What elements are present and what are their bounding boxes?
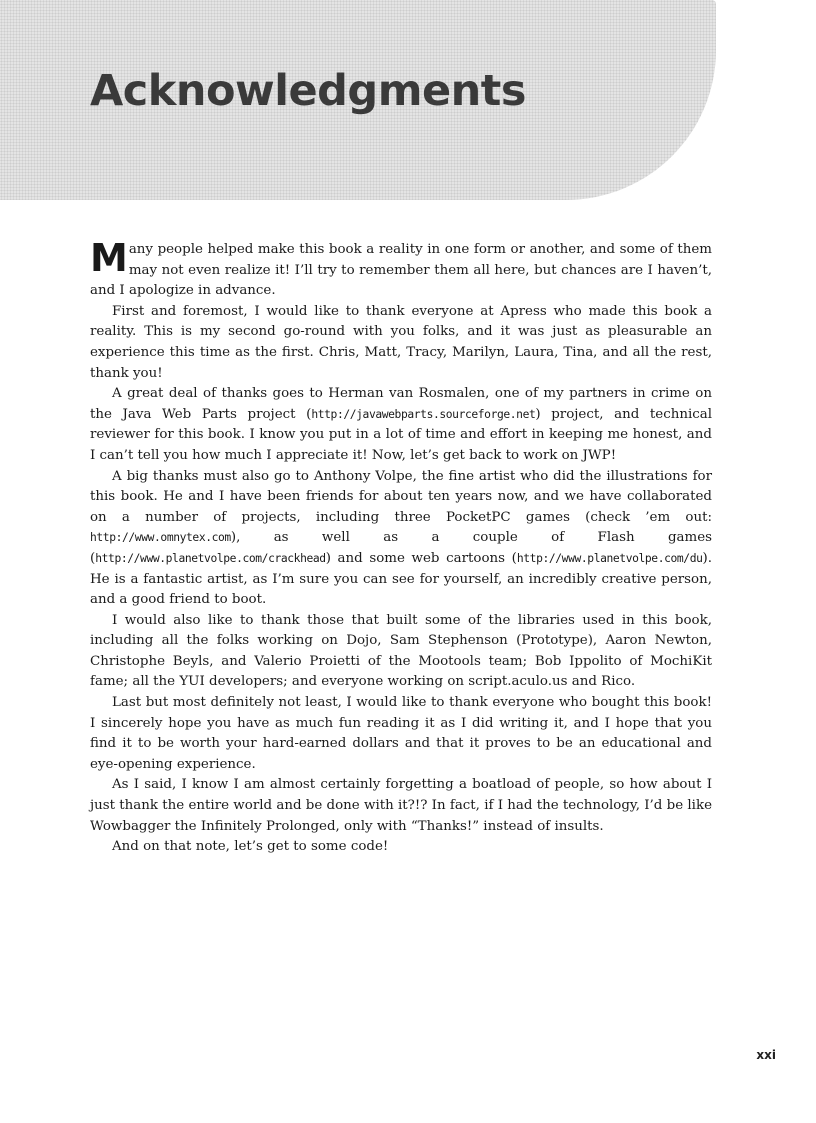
paragraph-5: I would also like to thank those that built some of the libraries used in this book, including all the folks working on Dojo, Sam Stephenson (Prototype), Aaron Newton, Christophe Beyls, and Valerio Proietti of the Mootools team; Bob Ippolito of MochiKit fame; all the YUI developers; and everyone working on script.aculo.us and Rico.	[90, 612, 712, 690]
paragraph-3-text-b: ) project, and technical reviewer for this book. I know you put in a lot of time and effort in keeping me honest, and I can’t tell you how much I appreciate it! Now, let’s get back to work on JWP!	[90, 406, 712, 463]
body-text	[90, 236, 712, 858]
drop-cap: M	[90, 236, 128, 280]
paragraph-1-text: any people helped make this book a reality in one form or another, and some of them may not even realize it! I’ll try to remember them all here, but chances are I haven’t, and I apologize in advance.	[90, 242, 712, 299]
paragraph-1	[90, 236, 712, 302]
omnytex-url: http://www.omnytex.com	[90, 531, 231, 545]
paragraph-3-text-a: A great deal of thanks goes to Herman van Rosmalen, one of my partners in crime on the Java Web Parts project (	[90, 386, 712, 422]
crackhead-url: http://www.planetvolpe.com/crackhead	[95, 551, 326, 565]
paragraph-3	[90, 384, 712, 466]
paragraph-4-text-d: ). He is a fantastic artist, as I’m sure you can see for yourself, an incredibly creative person, and a good friend to boot.	[90, 550, 712, 608]
paragraph-4-text-c: ) and some web cartoons (	[325, 550, 517, 566]
paragraph-4-text-b: ), as well as a couple of Flash games (	[90, 530, 712, 566]
chapter-title: Acknowledgments	[90, 66, 526, 116]
paragraph-2: First and foremost, I would like to thank everyone at Apress who made this book a reality. This is my second go-round with you folks, and it was just as pleasurable an experience this time as the first. Chris, Matt, Tracy, Marilyn, Laura, Tina, and all the rest, thank you!	[90, 303, 712, 381]
paragraph-8: And on that note, let’s get to some code!	[112, 839, 389, 855]
javawebparts-url: http://javawebparts.sourceforge.net	[311, 407, 536, 421]
paragraph-7: As I said, I know I am almost certainly forgetting a boatload of people, so how about I just thank the entire world and be done with it?!? In fact, if I had the technology, I’d be like Wowbagger the Infinitely Prolonged, only with “Thanks!” instead of insults.	[90, 777, 712, 834]
page-number: xxi	[756, 1048, 776, 1062]
du-url: http://www.planetvolpe.com/du	[516, 551, 703, 565]
paragraph-4-text-a: A big thanks must also go to Anthony Volpe, the fine artist who did the illustrations for this book. He and I have been friends for about ten years now, and we have collaborated on a number of projects, including three PocketPC games (check ’em out:	[90, 468, 712, 525]
paragraph-4	[90, 467, 712, 611]
paragraph-6: Last but most definitely not least, I would like to thank everyone who bought this book! I sincerely hope you have as much fun reading it as I did writing it, and I hope that you find it to be worth your hard-earned dollars and that it proves to be an educational and eye-opening experience.	[90, 695, 712, 772]
